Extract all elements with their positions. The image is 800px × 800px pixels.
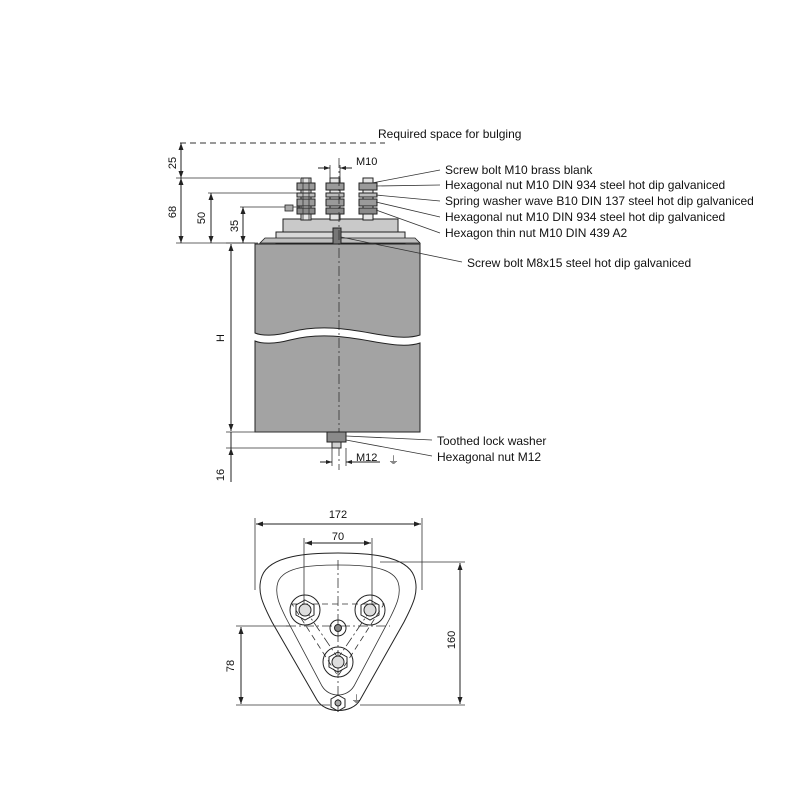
terminal-bolt-middle — [326, 178, 344, 220]
ground-symbol-top: ⏚ — [351, 694, 362, 706]
dim-35: 35 — [229, 219, 241, 233]
terminal-top-right — [355, 595, 385, 625]
label-spring-washer: Spring washer wave B10 DIN 137 steel hot dip galvaniced — [445, 194, 754, 208]
dim-50: 50 — [196, 211, 208, 225]
terminal-bottom — [323, 647, 353, 677]
dim-70: 70 — [331, 531, 345, 543]
dim-16: 16 — [215, 468, 227, 482]
capacitor-can — [255, 244, 420, 432]
terminal-bolt-left — [297, 178, 315, 220]
dim-160: 160 — [446, 630, 458, 650]
ground-symbol-side: ⏚ — [388, 455, 399, 467]
label-lock-washer: Toothed lock washer — [437, 434, 547, 448]
bottom-stud — [327, 432, 346, 442]
label-hex-nut-m12: Hexagonal nut M12 — [437, 450, 542, 464]
label-screw-bolt-m8: Screw bolt M8x15 steel hot dip galvaniced — [467, 256, 692, 270]
label-hex-nut-1: Hexagonal nut M10 DIN 934 steel hot dip galvaniced — [445, 178, 726, 192]
terminal-bolt-right — [359, 178, 377, 220]
dim-25: 25 — [167, 156, 179, 170]
dim-68: 68 — [167, 205, 179, 219]
bulging-label: Required space for bulging — [378, 127, 522, 141]
m8-bolt — [333, 228, 341, 244]
top-view — [225, 509, 465, 712]
label-screw-bolt: Screw bolt M10 brass blank — [445, 163, 593, 177]
label-thin-nut: Hexagon thin nut M10 DIN 439 A2 — [445, 226, 628, 240]
label-hex-nut-2: Hexagonal nut M10 DIN 934 steel hot dip galvaniced — [445, 210, 726, 224]
dim-h: H — [215, 334, 227, 342]
dim-172: 172 — [328, 509, 348, 521]
dim-m10: M10 — [356, 156, 378, 168]
terminal-top-left — [290, 595, 320, 625]
dim-m12: M12 — [356, 452, 378, 464]
dim-78: 78 — [225, 659, 237, 673]
side-view — [167, 127, 754, 482]
